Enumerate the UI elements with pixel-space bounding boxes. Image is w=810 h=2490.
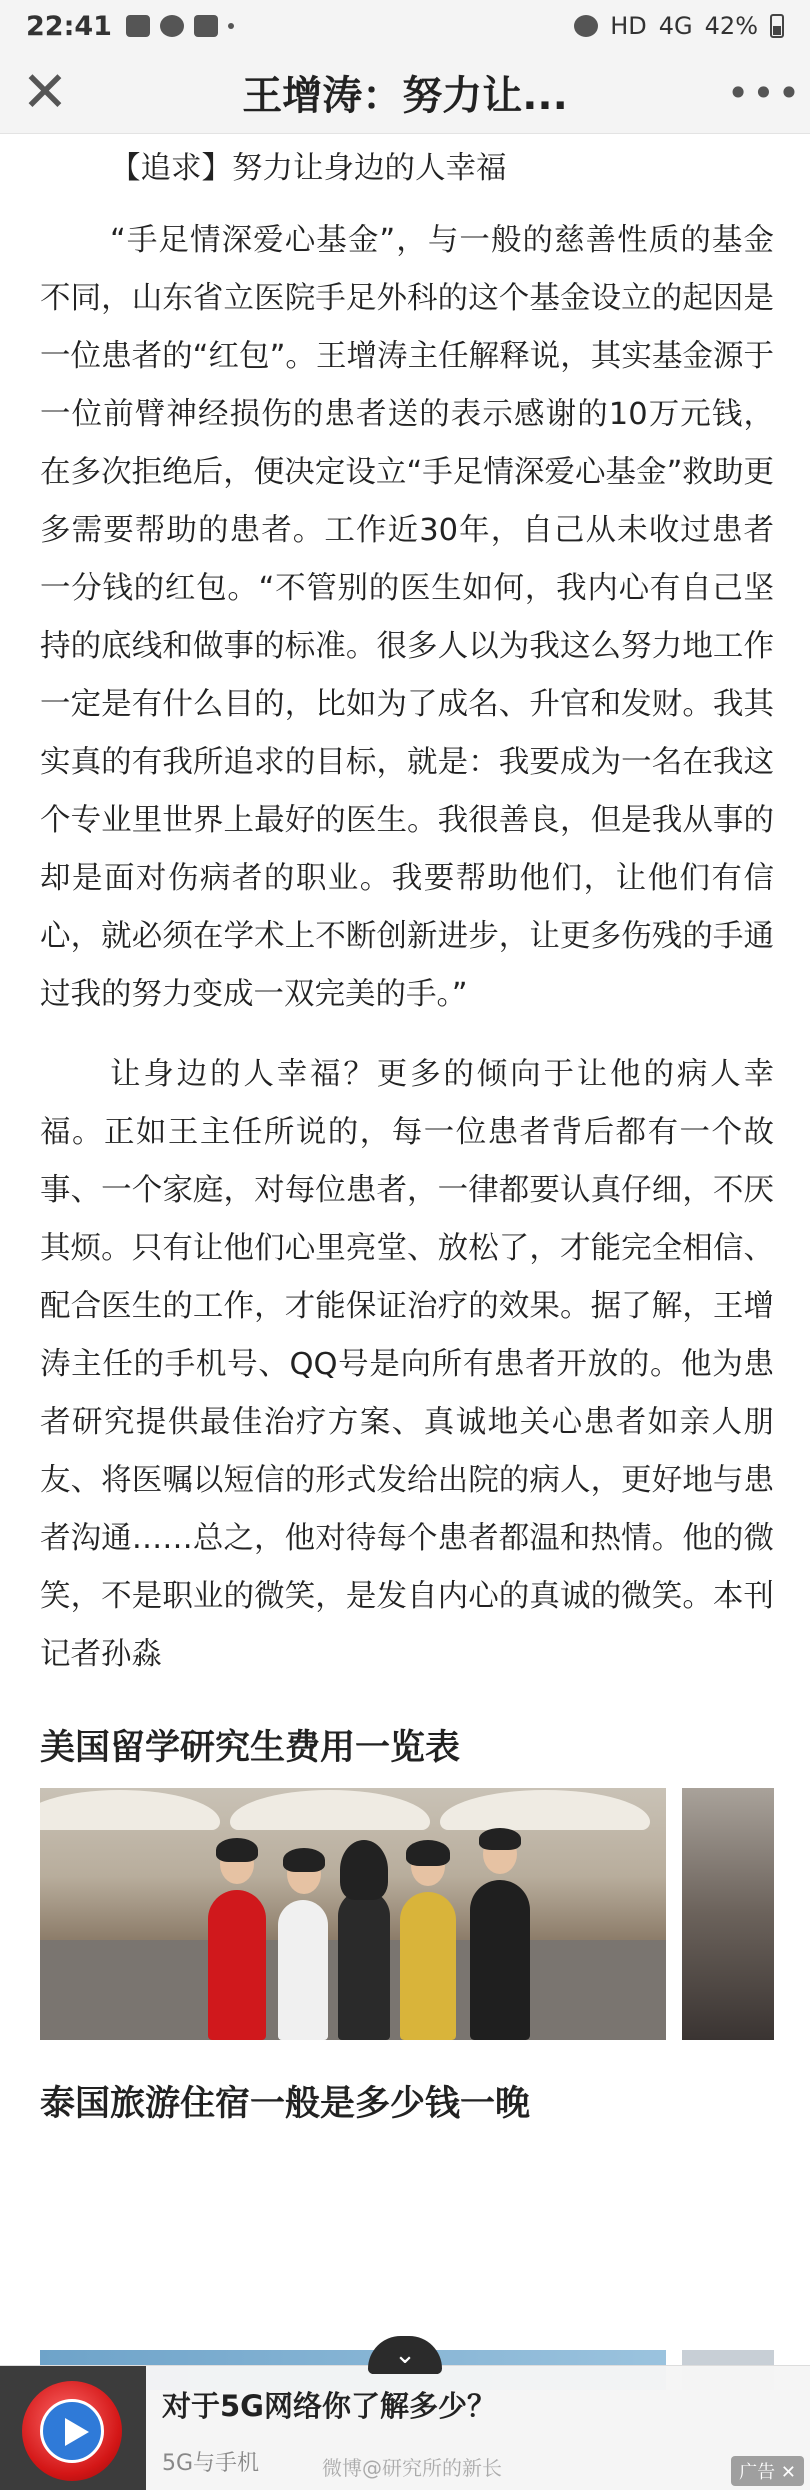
network-label: HD <box>610 12 647 40</box>
more-icon: ••• <box>726 70 804 115</box>
message-icon <box>126 15 150 37</box>
collapse-button[interactable] <box>368 2336 442 2374</box>
battery-percent: 42% <box>704 12 758 40</box>
paw-icon <box>194 15 218 37</box>
article-content <box>40 134 774 2134</box>
ad-banner[interactable] <box>0 2365 810 2490</box>
recommendation-title-2[interactable]: 泰国旅游住宿一般是多少钱一晚 <box>40 2084 531 2124</box>
notification-icons <box>126 15 234 37</box>
ad-close-icon[interactable]: ✕ <box>780 2462 796 2483</box>
recommendation-photo-side[interactable] <box>682 1788 774 2040</box>
more-button[interactable] <box>720 52 810 134</box>
recommendation-images-1[interactable] <box>40 1788 774 2040</box>
close-icon: ✕ <box>21 60 69 125</box>
article-paragraph-1: “手足情深爱心基金”，与一般的慈善性质的基金不同，山东省立医院手足外科的这个基金设立的起因是一位患者的“红包”。王增涛主任解释说，其实基金源于一位前臂神经损伤的患者送的表示感谢的10万元钱，在多次拒绝后，便决定设立“手足情深爱心基金”救助更多需要帮助的患者。工作近30年，自己从未收过患者一分钱的红包。“不管别的医生如何，我内心有自己坚持的底线和做事的标准。很多人以为我这么努力地工作一定是有什么目的，比如为了成名、升官和发财。我其实真的有我所追求的目标，就是：我要成为一名在我这个专业里世界上最好的医生。我很善良，但是我从事的却是面对伤病者的职业。我要帮助他们，让他们有信心，就必须在学术上不断创新进步，让更多伤残的手通过我的努力变成一双完美的手。” <box>40 223 774 1012</box>
alarm-icon <box>574 15 598 37</box>
ad-thumbnail[interactable] <box>0 2366 146 2490</box>
ad-play-icon[interactable] <box>22 2381 122 2481</box>
status-time: 22:41 <box>26 10 112 42</box>
ad-source: 5G与手机 <box>162 2451 260 2476</box>
recommendation-photo-main[interactable] <box>40 1788 666 2040</box>
recommendation-title-1[interactable]: 美国留学研究生费用一览表 <box>40 1728 461 1768</box>
status-bar <box>0 0 810 52</box>
app-icon <box>160 15 184 37</box>
article-subheading: 【追求】努力让身边的人幸福 <box>110 151 507 186</box>
battery-icon <box>770 14 784 38</box>
watermark-text: 微博@研究所的新长 <box>322 2456 502 2480</box>
title-bar <box>0 52 810 134</box>
ad-title[interactable]: 对于5G网络你了解多少？ <box>162 2389 496 2423</box>
article-paragraph-2: 让身边的人幸福？更多的倾向于让他的病人幸福。正如王主任所说的，每一位患者背后都有一个故事、一个家庭，对每位患者，一律都要认真仔细，不厌其烦。只有让他们心里亮堂、放松了，才能完全相信、配合医生的工作，才能保证治疗的效果。据了解，王增涛主任的手机号、QQ号是向所有患者开放的。他为患者研究提供最佳治疗方案、真诚地关心患者如亲人朋友、将医嘱以短信的形式发给出院的病人，更好地与患者沟通……总之，他对待每个患者都温和热情。他的微笑，不是职业的微笑，是发自内心的真诚的微笑。本刊记者孙淼 <box>40 1057 774 1672</box>
more-notifications-icon <box>228 23 234 29</box>
page-title: 王增涛：努力让... <box>242 73 568 119</box>
system-icons <box>574 12 784 40</box>
signal-label: 4G <box>658 12 693 40</box>
close-button[interactable] <box>0 52 90 134</box>
ad-label[interactable] <box>731 2456 804 2486</box>
ad-label-text: 广告 <box>739 2462 776 2483</box>
chevron-down-icon: ⌄ <box>394 2340 416 2370</box>
